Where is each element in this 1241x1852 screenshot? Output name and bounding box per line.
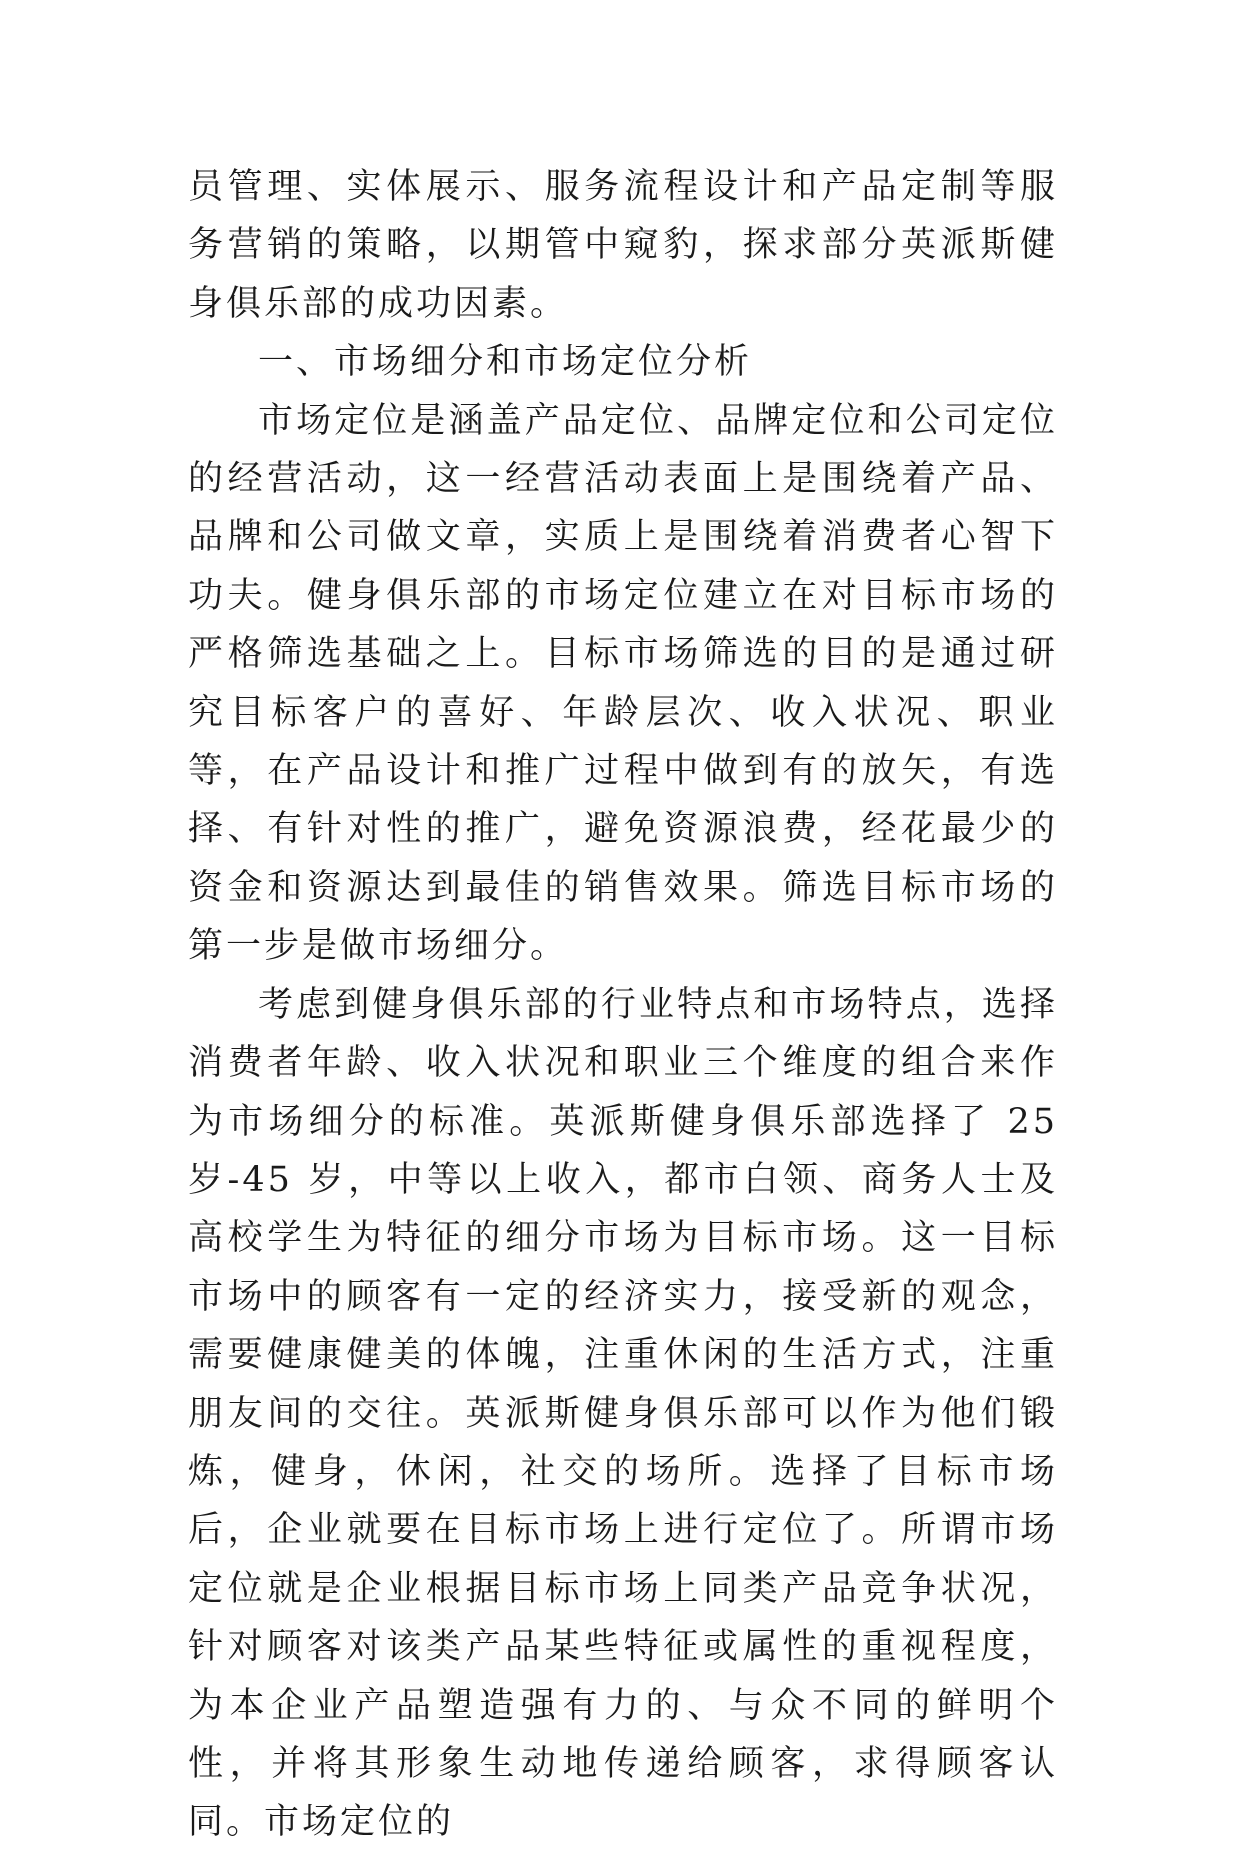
paragraph-market-positioning: 市场定位是涵盖产品定位、品牌定位和公司定位的经营活动，这一经营活动表面上是围绕着产品、品牌和公司做文章，实质上是围绕着消费者心智下功夫。健身俱乐部的市场定位建立在对目标市场的严格筛选基础之上。目标市场筛选的目的是通过研究目标客户的喜好、年龄层次、收入状况、职业等，在产品设计和推广过程中做到有的放矢，有选择、有针对性的推广，避免资源浪费，经花最少的资金和资源达到最佳的销售效果。筛选目标市场的第一步是做市场细分。 bbox=[188, 400, 1058, 967]
paragraph-market-segmentation: 考虑到健身俱乐部的行业特点和市场特点，选择消费者年龄、收入状况和职业三个维度的组合来作为市场细分的标准。英派斯健身俱乐部选择了 25 岁-45 岁，中等以上收入，都市白领、商务人士及高校学生为特征的细分市场为目标市场。这一目标市场中的顾客有一定的经济实力，接受新的观念，需要健康健美的体魄，注重休闲的生活方式，注重朋友间的交往。英派斯健身俱乐部可以作为他们锻炼，健身，休闲，社交的场所。选择了目标市场后，企业就要在目标市场上进行定位了。所谓市场定位就是企业根据目标市场上同类产品竞争状况，针对顾客对该类产品某些特征或属性的重视程度，为本企业产品塑造强有力的、与众不同的鲜明个性，并将其形象生动地传递给顾客，求得顾客认同。市场定位的 bbox=[188, 984, 1058, 1843]
document-body bbox=[188, 158, 1058, 1852]
section-heading: 一、市场细分和市场定位分析 bbox=[258, 342, 753, 383]
paragraph-continuation: 员管理、实体展示、服务流程设计和产品定制等服务营销的策略，以期管中窥豹，探求部分英派斯健身俱乐部的成功因素。 bbox=[188, 167, 1058, 324]
